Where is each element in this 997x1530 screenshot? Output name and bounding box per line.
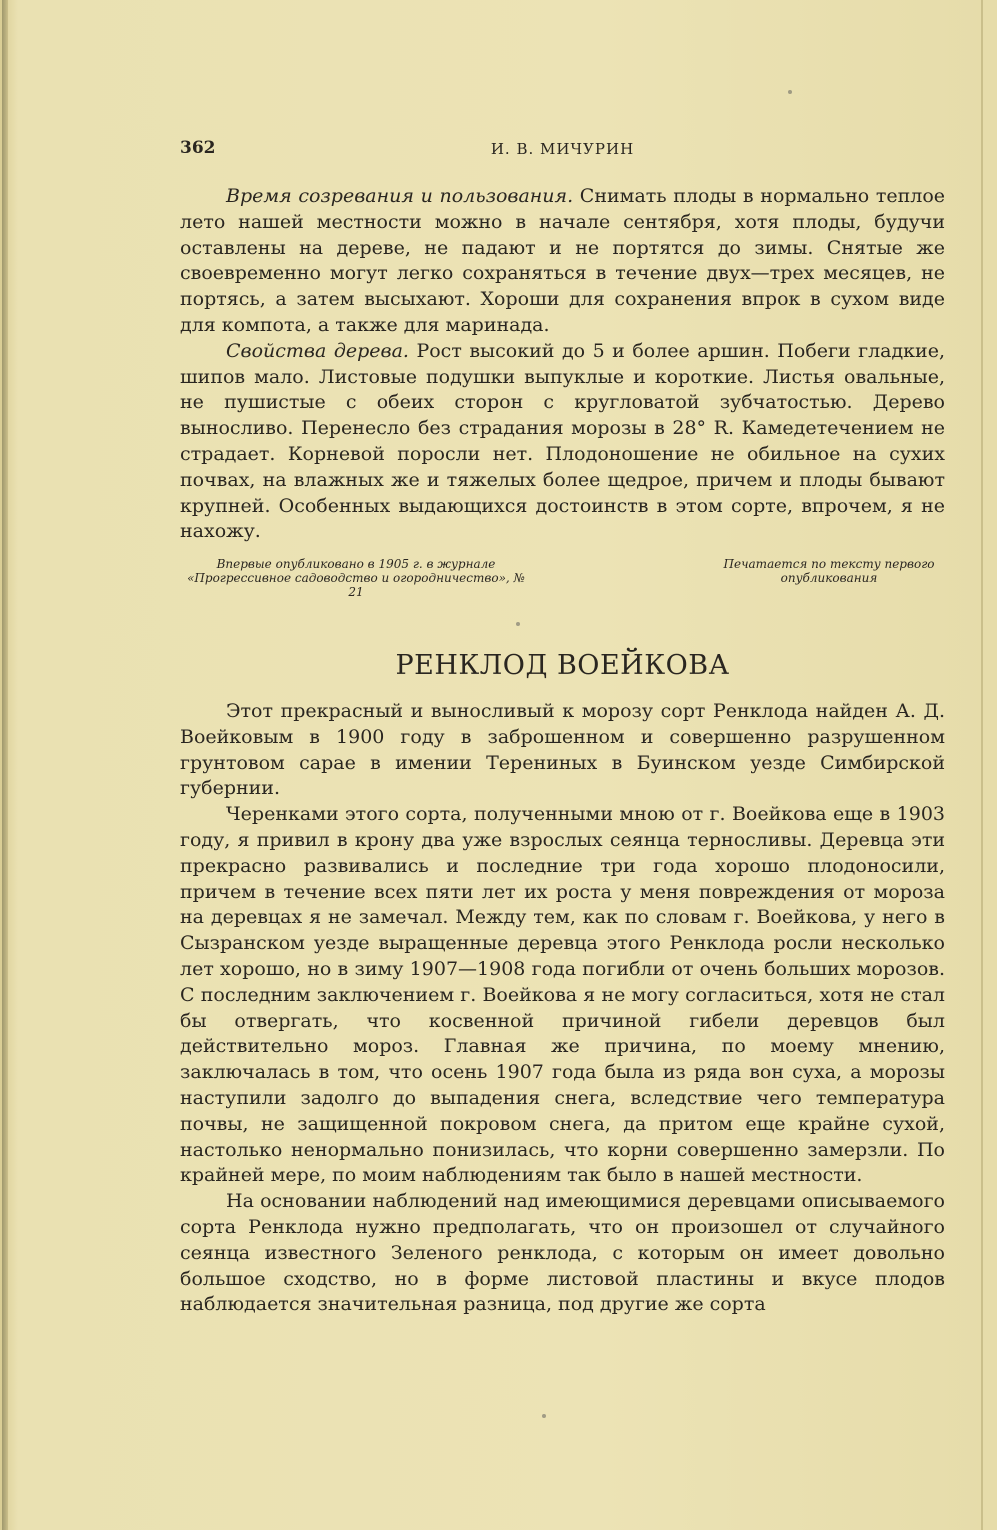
paragraph bbox=[180, 184, 945, 339]
paragraph: Черенками этого сорта, полученными мною от г. Воейкова еще в 1903 году, я привил в крону два уже взрослых сеянца терносливы. Деревца эти прекрасно развивались и последние три года хорошо плодоносили, причем в течение всех пяти лет их роста у меня повреждения от мороза на деревцах я не замечал. Между тем, как по словам г. Воейкова, у него в Сызранском уезде выращенные деревца этого Ренклода росли несколько лет хорошо, но в зиму 1907—1908 года погибли от очень больших морозов. С последним заключением г. Воейкова я не могу согласиться, хотя не стал бы отвергать, что косвенной причиной гибели деревцов был действительно мороз. Главная же причина, по моему мнению, заключалась в том, что осень 1907 года была из ряда вон суха, а морозы наступили задолго до выпадения снега, вследствие чего температура почвы, не защищенной покровом снега, да притом еще крайне сухой, настолько ненормально понизилась, что корни совершенно замерзли. По крайней мере, по моим наблюдениям так было в нашей местности. bbox=[180, 803, 945, 1187]
paragraph-text: Рост высокий до 5 и более аршин. Побеги гладкие, шипов мало. Листовые подушки выпуклые и короткие. Листья овальные, не пушистые с обеих сторон с кругловатой зубчатостью. Дерево выносливо. Перенесло без страдания морозы в 28° R. Камедетечением не страдает. Корневой поросли нет. Плодоношение не обильное на сухих почвах, на влажных же и тяжелых более щедрое, причем и плоды бывают крупней. Особенных выдающихся достоинств в этом сорте, впрочем, я не нахожу. bbox=[180, 339, 945, 543]
page-number: 362 bbox=[180, 138, 216, 158]
paragraph: Этот прекрасный и выносливый к морозу сорт Ренклода найден А. Д. Воейковым в 1900 году в заброшенном и совершенно разрушенном грунтовом сарае в имении Терениных в Буинском уезде Симбирской губернии. bbox=[180, 700, 945, 800]
speck-mark bbox=[516, 622, 520, 626]
running-title: И. В. МИЧУРИН bbox=[490, 140, 635, 158]
paragraph-text: Снимать плоды в нормально теплое лето нашей местности можно в начале сентября, хотя плоды, будучи оставлены на дереве, не падают и не портятся до зимы. Снятые же своевременно могут легко сохраняться в течение двух—трех месяцев, не портясь, а затем высыхают. Хороши для сохранения впрок в сухом виде для компота, а также для маринада. bbox=[180, 185, 945, 336]
section-1-text bbox=[180, 184, 945, 545]
running-head bbox=[180, 138, 945, 166]
page-edge-shadow bbox=[2, 0, 8, 1530]
page-edge-right bbox=[981, 0, 983, 1530]
paragraph bbox=[180, 339, 945, 545]
section-title: РЕНКЛОД ВОЕЙКОВА bbox=[395, 650, 730, 681]
speck-mark bbox=[542, 1414, 546, 1418]
section-2-text bbox=[180, 699, 945, 1318]
paragraph-heading: Время созревания и пользования. bbox=[226, 185, 574, 207]
first-published-note: Впервые опубликовано в 1905 г. в журнале «Прогрессивное садоводство и огородничество», № 21 bbox=[187, 557, 525, 599]
paragraph: На основании наблюдений над имеющимися деревцами описываемого сорта Ренклода нужно предполагать, что он произошел от случайного сеянца известного Зеленого ренклода, с которым он имеет довольно большое сходство, но в форме листовой пластины и вкусе плодов наблюдается значительная разница, под другие же сорта bbox=[180, 1190, 945, 1316]
paragraph-heading: Свойства дерева. bbox=[226, 339, 409, 362]
speck-mark bbox=[788, 90, 792, 94]
source-text-note: Печатается по тексту первого опубликования bbox=[723, 557, 935, 585]
